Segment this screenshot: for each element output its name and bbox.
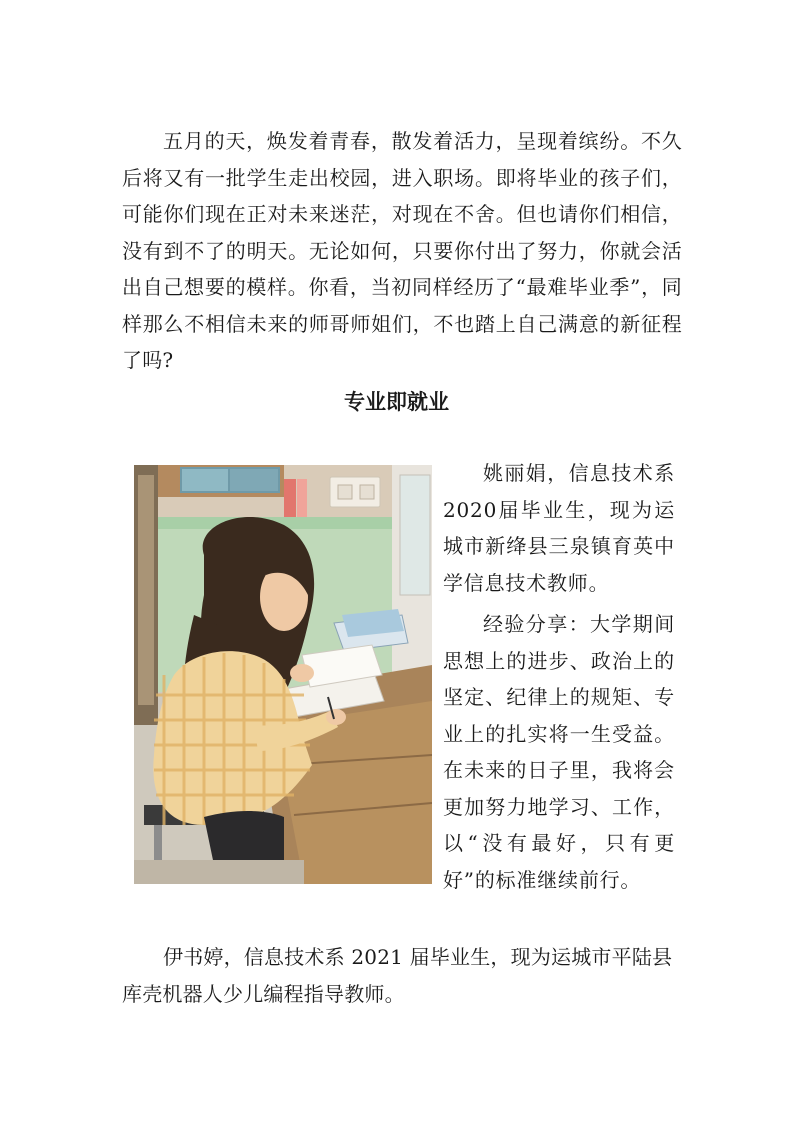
- section-heading: 专业即就业: [344, 390, 449, 414]
- intro-paragraph: 五月的天，焕发着青春，散发着活力，呈现着缤纷。不久后将又有一批学生走出校园，进入职场。即将毕业的孩子们，可能你们现在正对未来迷茫，对现在不舍。但也请你们相信，没有到不了的明天。无论如何，只要你付出了努力，你就会活出自己想要的模样。你看，当初同样经历了“最难毕业季”，同样那么不相信未来的师哥师姐们，不也踏上自己满意的新征程了吗?: [122, 129, 682, 372]
- graduate-photo: [134, 465, 432, 884]
- profile-1-experience: 经验分享：大学期间思想上的进步、政治上的坚定、纪律上的规矩、专业上的扎实将一生受益。在未来的日子里，我将会更加努力地学习、工作，以“没有最好，只有更好”的标准继续前行。: [443, 612, 675, 892]
- profile-2-bio: 伊书婷，信息技术系 2021 届毕业生，现为运城市平陆县库壳机器人少儿编程指导教师。: [122, 945, 673, 1006]
- profile-1-bio: 姚丽娟，信息技术系2020届毕业生，现为运城市新绛县三泉镇育英中学信息技术教师。: [443, 461, 675, 595]
